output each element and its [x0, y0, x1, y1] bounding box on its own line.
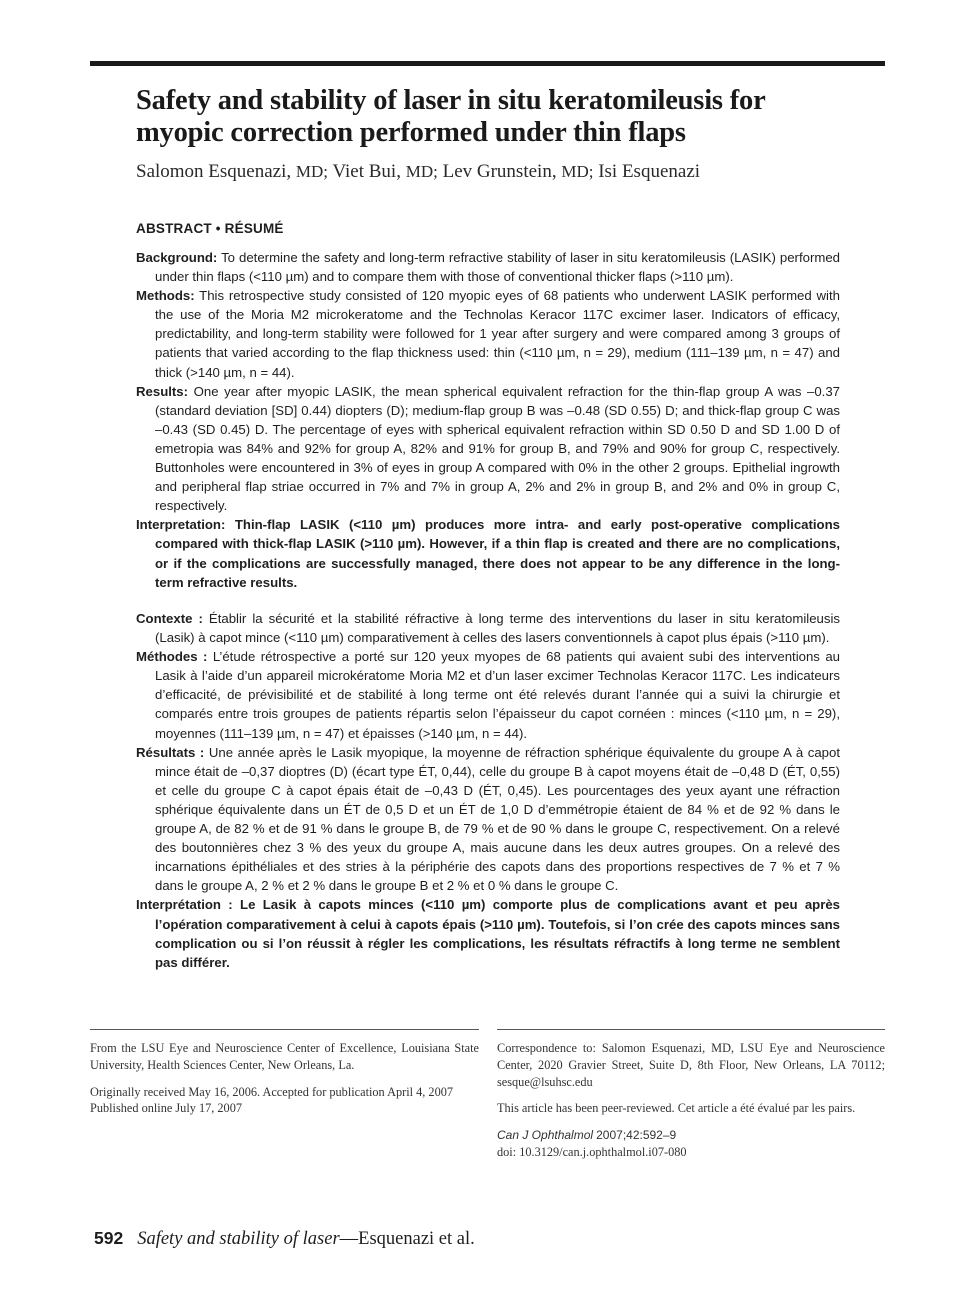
resume-contexte — [136, 609, 840, 647]
running-authors: —Esquenazi et al. — [339, 1229, 475, 1249]
interpretation-fr-text: Le Lasik à capots minces (<110 µm) comporte plus de complications avant et peu après l’opération comparativement à celui à capots épais (>110 µm). Toutefois, si l’on crée des capots minces sans complication ou si l’on réussit à régler les complications, les résultats réfractifs à long terme ne semblent pas différer. — [155, 897, 841, 970]
abstract-methods — [136, 286, 840, 381]
resultats-label: Résultats : — [136, 744, 205, 760]
footnotes-left — [90, 1040, 479, 1127]
abstract-results — [136, 382, 840, 516]
interpretation-fr-label: Interprétation : — [136, 897, 233, 913]
top-rule — [90, 61, 885, 66]
abstract-english — [136, 248, 840, 592]
footnote-rule-right — [497, 1029, 885, 1030]
results-label: Results: — [136, 383, 189, 399]
resultats-text: Une année après le Lasik myopique, la moyenne de réfraction sphérique équivalente du groupe A à capot mince était de –0,37 dioptres (D) (écart type ÉT, 0,44), celle du groupe B à capot moyens était de –0,48 D (ÉT, 0,55) et celle du groupe C à capot épais était de –0,43 D (ÉT, 0,45). Les pourcentages des yeux ayant une réfraction sphérique équivalente dans un ÉT de 0,5 D et un ÉT de 1,0 D d’emmétropie étaient de 84 % et de 92 % dans le groupe A, de 82 % et de 91 % dans le groupe B, de 79 % et de 90 % dans le groupe C, respectivement. On a relevé des boutonnières chez 3 % des yeux du groupe A, mais aucune dans les deux autres groupes. On a relevé des incarnations épithéliales et des stries à la périphérie des capots dans des proportions respectives de 7 % et 7 % dans le groupe A, 2 % et 2 % dans le groupe B et 2 % et 0 % dans le groupe C. — [155, 744, 840, 894]
page-footer — [94, 1228, 475, 1250]
contexte-label: Contexte : — [136, 611, 203, 626]
footnotes-right — [497, 1040, 885, 1171]
author-degree: MD; — [295, 162, 329, 181]
author-name: Salomon Esquenazi, — [136, 161, 292, 182]
correspondence-note: Correspondence to: Salomon Esquenazi, MD, LSU Eye and Neuroscience Center, 2020 Gravier Street, Suite D, 8th Floor, New Orleans, LA 70112; sesque@lsuhsc.edu — [497, 1041, 885, 1089]
received-note: Originally received May 16, 2006. Accepted for publication April 4, 2007 — [90, 1084, 454, 1099]
abstract-interpretation — [136, 515, 840, 591]
interpretation-label: Interpretation: — [136, 517, 226, 533]
article-title: Safety and stability of laser in situ keratomileusis for myopic correction performed under thin flaps — [136, 85, 766, 148]
peer-review-note: This article has been peer-reviewed. Cet article a été évalué par les pairs. — [497, 1101, 856, 1116]
published-note: Published online July 17, 2007 — [90, 1101, 243, 1116]
results-text: One year after myopic LASIK, the mean spherical equivalent refraction for the thin-flap group A was –0.37 (standard deviation [SD] 0.44) diopters (D); medium-flap group B was –0.48 (SD 0.55) D; and thick-flap group C was –0.43 (SD 0.45) D. The percentage of eyes with spherical equivalent refraction within SD 0.50 D and SD 1.00 D of emetropia was 84% and 92% for group A, 82% and 91% for group B, and 79% and 90% for group C, respectively. Buttonholes were encountered in 3% of eyes in group A compared with 0% in the other 2 groups. Epithelial ingrowth and peripheral flap striae occurred in 7% and 7% in group A, 2% and 2% in group B, and 2% and 0% in group C, respectively. — [155, 383, 840, 514]
methods-text: This retrospective study consisted of 120 myopic eyes of 68 patients who underwent LASIK performed with the use of the Moria M2 microkeratome and the Technolas Keracor 117C excimer laser. Indicators of efficacy, predictability, and long-term stability were followed for 1 year after surgery and were compared among 3 groups of patients that varied according to the flap thickness used: thin (<110 µm, n = 29), medium (111–139 µm, n = 47) and thick (>140 µm, n = 44). — [155, 288, 840, 380]
background-text: To determine the safety and long-term refractive stability of laser in situ keratomileusis (LASIK) performed under thin flaps (<110 µm) and to compare them with those of conventional thicker flaps (>110 µm). — [155, 250, 840, 285]
interpretation-text: Thin-flap LASIK (<110 µm) produces more intra- and early post-operative complications compared with thick-flap LASIK (>110 µm). However, if a thin flap is created and there are no complications, or if the complications are successfully managed, there does not appear to be any difference in the long-term refractive results. — [155, 517, 840, 590]
methods-label: Methods: — [136, 288, 195, 304]
author-name: Viet Bui, — [332, 161, 401, 182]
author-name: Lev Grunstein, — [442, 161, 557, 182]
methodes-label: Méthodes : — [136, 649, 208, 665]
author-degree: MD; — [405, 162, 438, 181]
journal-name: Can J Ophthalmol — [497, 1128, 594, 1143]
author-degree: MD; — [561, 162, 594, 181]
resume-methodes — [136, 647, 840, 742]
abstract-heading: ABSTRACT • RÉSUMÉ — [136, 221, 284, 236]
background-label: Background: — [136, 250, 218, 265]
resume-interpretation — [136, 895, 840, 971]
abstract-french — [136, 609, 840, 972]
doi-note: doi: 10.3129/can.j.ophthalmol.i07-080 — [497, 1144, 687, 1159]
author-name: Isi Esquenazi — [598, 161, 701, 182]
citation: 2007;42:592–9 — [596, 1128, 677, 1143]
citation-line — [497, 1127, 885, 1144]
methodes-text: L’étude rétrospective a porté sur 120 yeux myopes de 68 patients qui avaient subi des interventions au Lasik à l’aide d’un appareil microkératome Moria M2 et d’un laser excimer Technolas Keracor 117C. Les indicateurs d’efficacité, de prévisibilité et de stabilité à long terme ont été relevés durant l’année qui a suivi la chirurgie et comparés entre trois groupes de patients répartis selon l’épaisseur du capot cornéen : minces (<110 µm, n = 29), moyennes (111–139 µm, n = 47) et épaisses (>140 µm, n = 44). — [155, 649, 840, 741]
resume-resultats — [136, 743, 840, 896]
footnote-rule-left — [90, 1029, 479, 1030]
running-title: Safety and stability of laser — [137, 1229, 340, 1249]
contexte-text: Établir la sécurité et la stabilité réfractive à long terme des interventions du laser in situ keratomileusis (Lasik) à capot mince (<110 µm) comparativement à celles des lasers conventionnels à capot plus épais (>110 µm). — [155, 611, 840, 646]
author-list — [136, 161, 700, 183]
affiliation-note: From the LSU Eye and Neuroscience Center of Excellence, Louisiana State University, Health Sciences Center, New Orleans, La. — [90, 1041, 479, 1072]
page-number: 592 — [94, 1228, 124, 1248]
abstract-background — [136, 248, 840, 286]
